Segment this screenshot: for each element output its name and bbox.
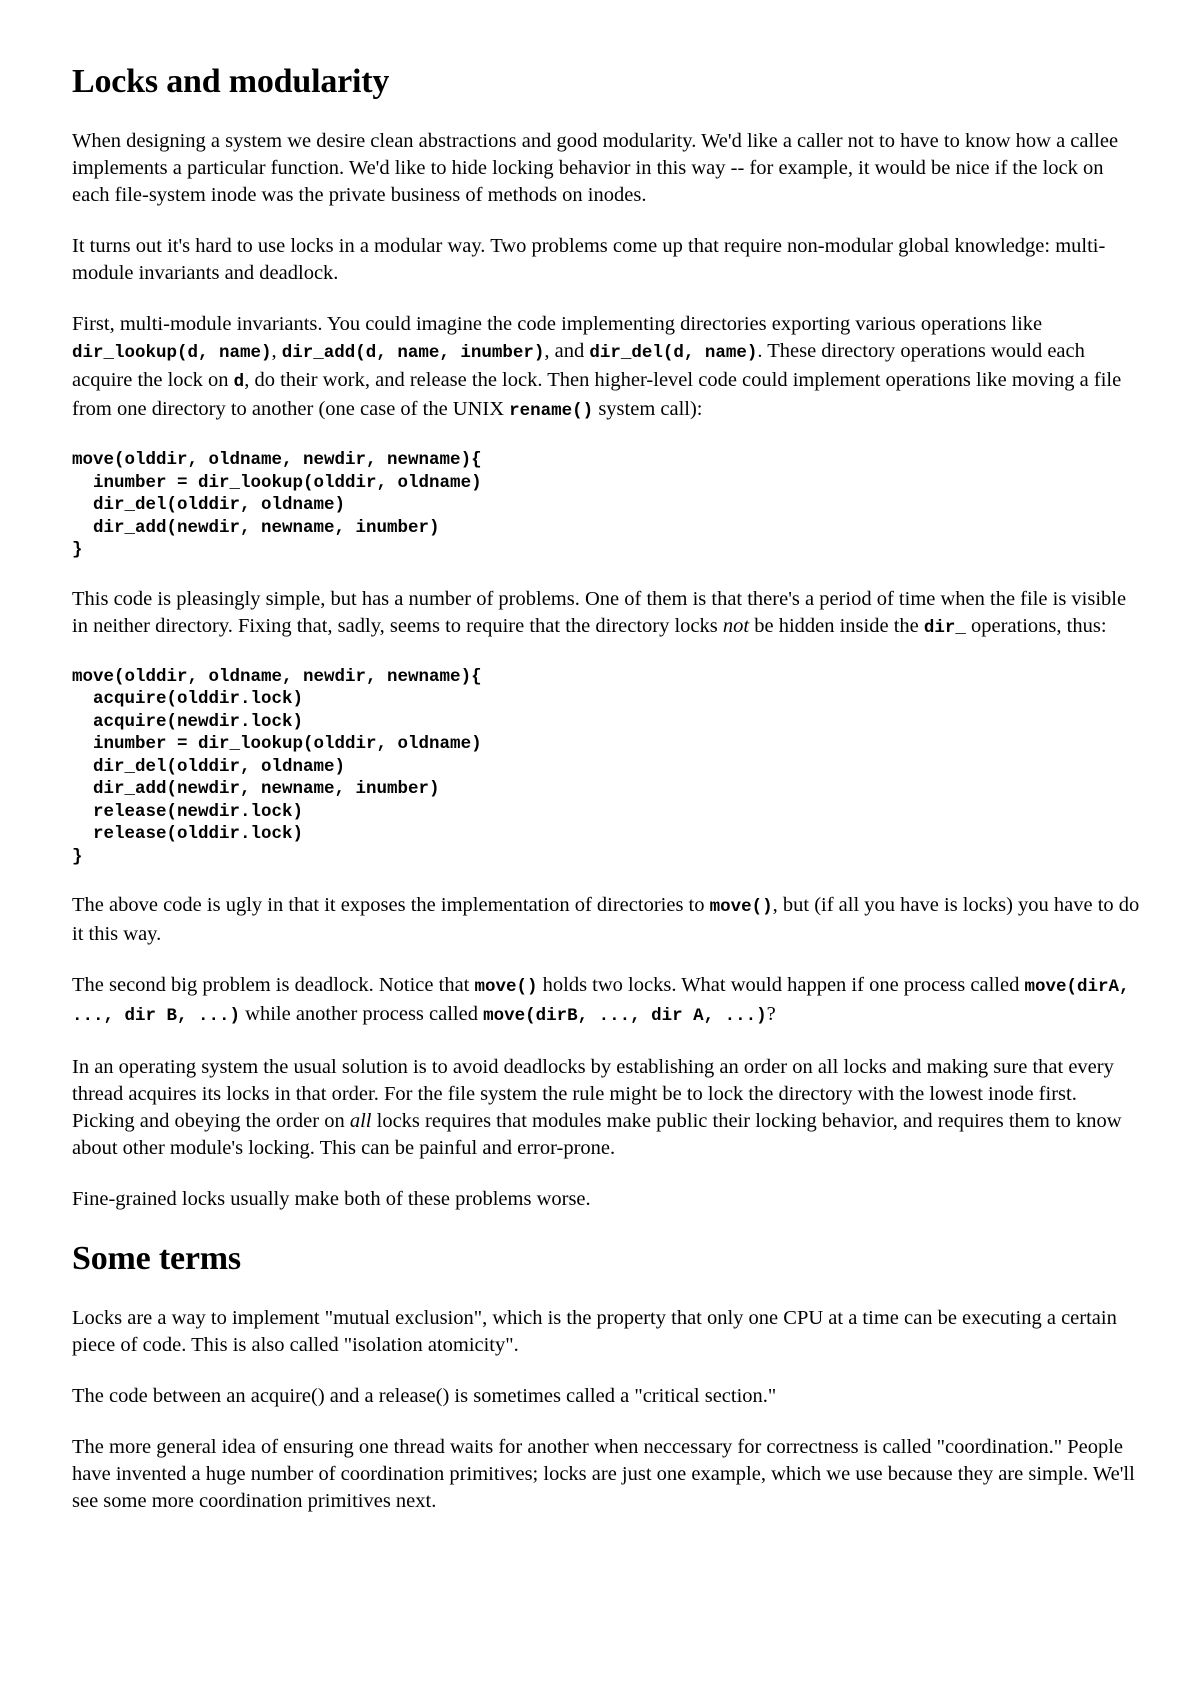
inline-code: move(dirB, ..., dir A, ...)	[483, 1006, 767, 1026]
emphasis: all	[349, 1110, 372, 1132]
inline-code: move()	[474, 977, 538, 997]
paragraph-multi-module-invariants	[72, 311, 1140, 425]
inline-code: dir_del(d, name)	[589, 343, 758, 363]
text: , and	[544, 340, 590, 362]
text: , but (if all you have is locks) you have to do it this way.	[72, 894, 1140, 945]
text: locks requires that modules make public their locking behavior, and requires them to know about other module's locking. This can be painful and error-prone.	[72, 1110, 1122, 1159]
text: system call):	[593, 398, 703, 420]
code-block-move-simple: move(olddir, oldname, newdir, newname){ inumber = dir_lookup(olddir, oldname) dir_del(olddir, oldname) dir_add(newdir, newname, inumber) }	[72, 450, 482, 560]
text: This code is pleasingly simple, but has a number of problems. One of them is that there's a period of time when the file is visible in neither directory. Fixing that, sadly, seems to require that the directory locks	[72, 587, 1127, 637]
inline-code: dir_lookup(d, name)	[72, 343, 272, 363]
text: ,	[271, 340, 282, 362]
paragraph-mutual-exclusion: Locks are a way to implement "mutual exclusion", which is the property that only one CPU at a time can be executing a certain piece of code. This is also called "isolation atomicity".	[72, 1307, 1117, 1356]
inline-code: dir_	[923, 617, 966, 638]
inline-code: move()	[709, 897, 773, 917]
inline-code: d	[233, 372, 245, 392]
text: First, multi-module invariants. You could imagine the code implementing directories exporting various operations like	[72, 313, 1043, 335]
text: ?	[766, 1003, 776, 1025]
inline-code: dir_add(d, name, inumber)	[281, 343, 545, 363]
text: holds two locks. What would happen if one process called	[537, 974, 1025, 996]
paragraph-lock-ordering	[72, 1054, 1140, 1162]
paragraph-problems: It turns out it's hard to use locks in a modular way. Two problems come up that require non-modular global knowledge: multi-module invariants and deadlock.	[72, 235, 1106, 284]
inline-code: move(dirA, ..., dir B, ...)	[72, 977, 1130, 1026]
heading-locks-and-modularity: Locks and modularity	[72, 63, 390, 100]
text: The second big problem is deadlock. Notice that	[72, 974, 475, 996]
code-block-move-with-locks: move(olddir, oldname, newdir, newname){ acquire(olddir.lock) acquire(newdir.lock) inumber = dir_lookup(olddir, oldname) dir_del(olddir, oldname) dir_add(newdir, newname, inumber) release(newdir.lock) release(olddir.lock) }	[72, 666, 482, 867]
inline-code: rename()	[509, 401, 594, 421]
text: operations, thus:	[965, 614, 1107, 637]
paragraph-ugly-code	[72, 892, 1140, 948]
paragraph-simple-code-problems	[72, 586, 1140, 642]
paragraph-intro: When designing a system we desire clean abstractions and good modularity. We'd like a caller not to have to know how a callee implements a particular function. We'd like to hide locking behavior in this way -- for example, it would be nice if the lock on each file-system inode was the private business of methods on inodes.	[72, 130, 1119, 206]
text: . These directory operations would each acquire the lock on	[72, 340, 1085, 391]
text: In an operating system the usual solution is to avoid deadlocks by establishing an order on all locks and making sure that every thread acquires its locks in that order. For the file system the rule might be to lock the directory with the lowest inode first. Picking and obeying the order on	[72, 1056, 1114, 1132]
text: be hidden inside the	[749, 614, 924, 637]
text: while another process called	[240, 1003, 484, 1025]
text: , do their work, and release the lock. Then higher-level code could implement operations like moving a file from one directory to another (one case of the UNIX	[72, 369, 1122, 420]
paragraph-coordination: The more general idea of ensuring one thread waits for another when neccessary for correctness is called "coordination." People have invented a huge number of coordination primitives; locks are just one example, which we use because they are simple. We'll see some more coordination primitives next.	[72, 1436, 1135, 1512]
paragraph-critical-section: The code between an acquire() and a release() is sometimes called a "critical section."	[72, 1385, 777, 1407]
heading-some-terms: Some terms	[72, 1240, 241, 1277]
text: The above code is ugly in that it exposes the implementation of directories to	[72, 894, 710, 916]
paragraph-deadlock	[72, 972, 1140, 1030]
emphasis: not	[722, 614, 750, 637]
paragraph-fine-grained: Fine-grained locks usually make both of these problems worse.	[72, 1188, 591, 1210]
